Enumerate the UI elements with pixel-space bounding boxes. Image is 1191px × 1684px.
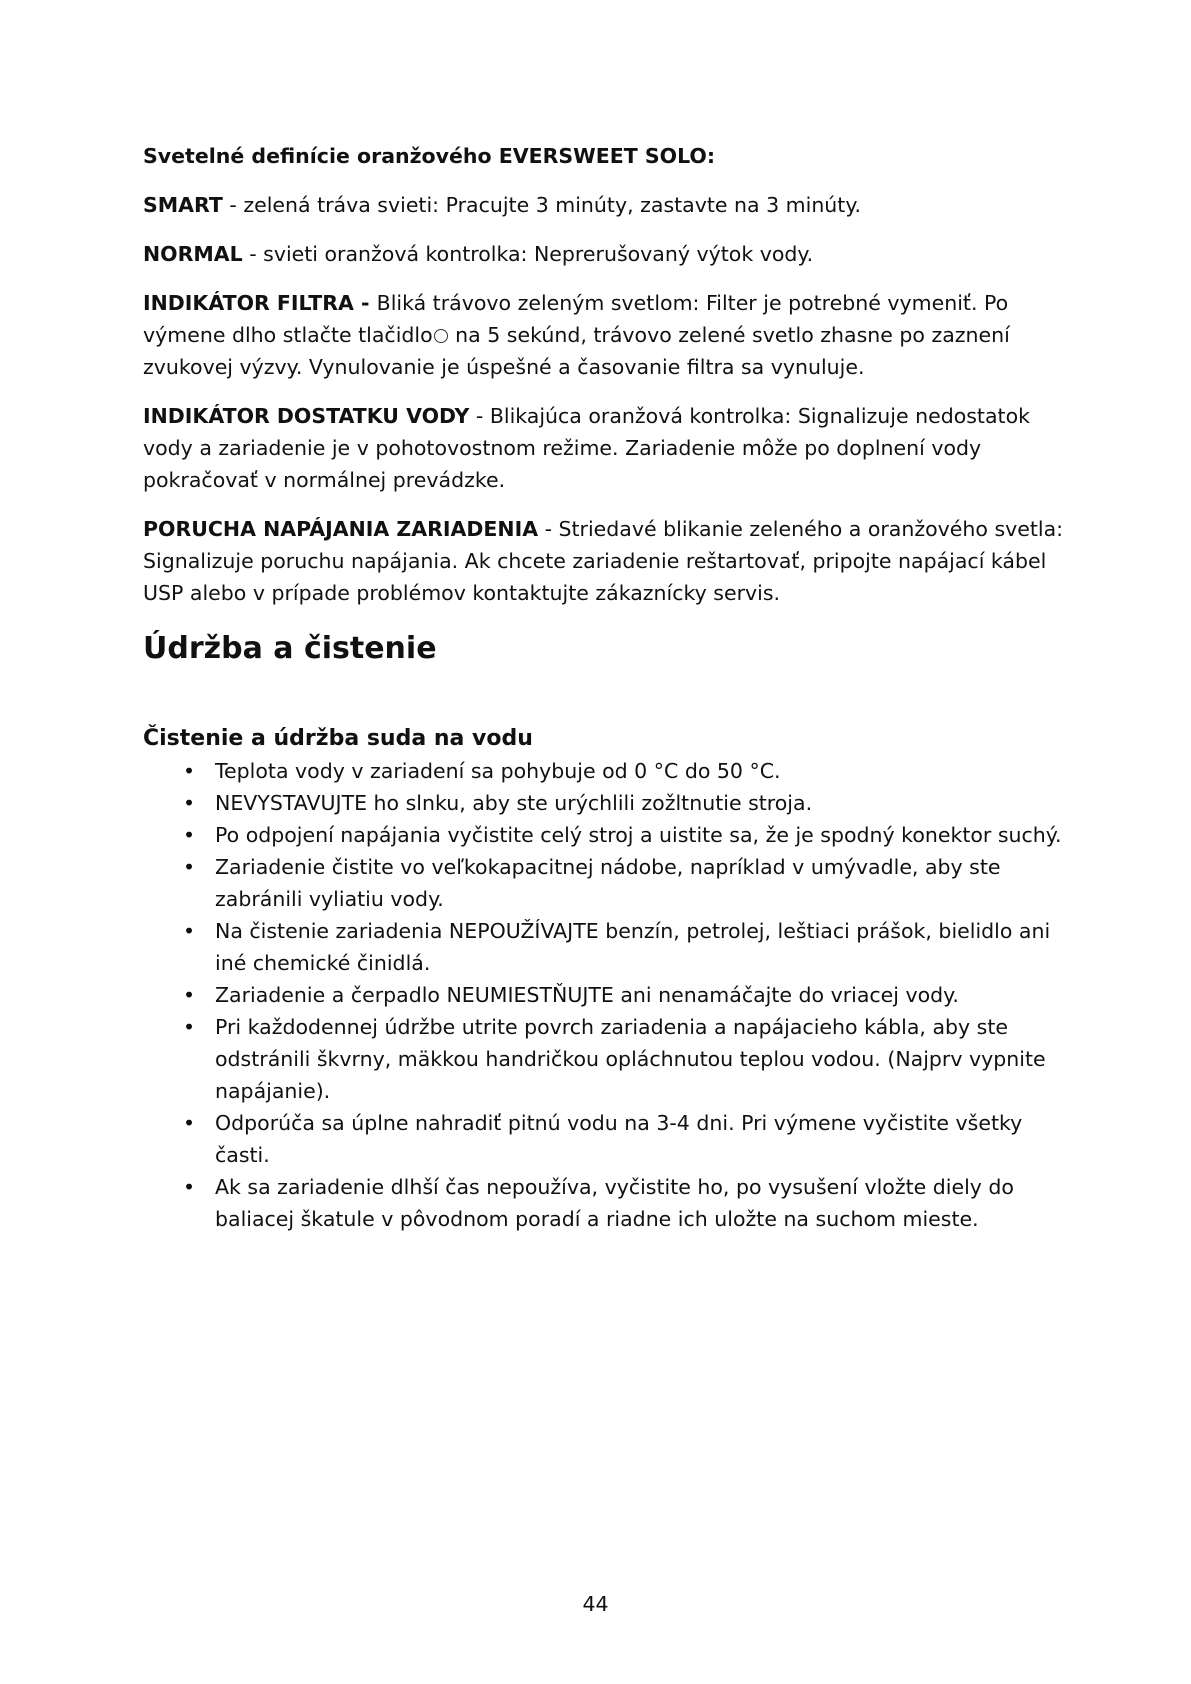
list-item xyxy=(143,1011,1073,1107)
normal-text: - svieti oranžová kontrolka: Neprerušovaný výtok vody. xyxy=(242,242,814,266)
bullet-icon: • xyxy=(183,823,196,847)
bullet-icon: • xyxy=(183,1015,196,1039)
bullet-icon: • xyxy=(183,855,196,879)
bullet-icon: • xyxy=(183,1111,196,1135)
list-item-text: Odporúča sa úplne nahradiť pitnú vodu na 3-4 dni. Pri výmene vyčistite všetky časti. xyxy=(215,1111,1023,1167)
cleaning-subheading: Čistenie a údržba suda na vodu xyxy=(143,726,533,751)
list-item-text: Na čistenie zariadenia NEPOUŽÍVAJTE benzín, petrolej, leštiaci prášok, bielidlo ani iné chemické činidlá. xyxy=(215,919,1051,975)
power-text: - Striedavé blikanie zeleného a oranžového svetla: Signalizuje poruchu napájania. Ak chcete zariadenie reštartovať, pripojte napájací kábel USP alebo v prípade problémov kontaktujte zákaznícky servis. xyxy=(143,517,1064,605)
water-label: INDIKÁTOR DOSTATKU VODY xyxy=(143,404,470,428)
list-item-text: Pri každodennej údržbe utrite povrch zariadenia a napájacieho kábla, aby ste odstránili škvrny, mäkkou handričkou opláchnutou teplou vodou. (Najprv vypnite napájanie). xyxy=(215,1015,1046,1103)
normal-label: NORMAL xyxy=(143,242,243,266)
list-item xyxy=(143,755,1073,787)
list-item-text: Zariadenie čistite vo veľkokapacitnej nádobe, napríklad v umývadle, aby ste zabránili vyliatiu vody. xyxy=(215,855,1001,911)
maintenance-heading: Údržba a čistenie xyxy=(143,631,437,666)
filter-text-before: Bliká trávovo zeleným svetlom: Filter je potrebné vymeniť. Po výmene dlho stlačte tlačidlo xyxy=(143,291,1009,347)
power-failure-definition xyxy=(143,513,1073,609)
document-page xyxy=(143,140,1073,1235)
list-item xyxy=(143,851,1073,915)
water-indicator-definition xyxy=(143,400,1073,496)
power-button-icon xyxy=(434,329,448,343)
water-text: - Blikajúca oranžová kontrolka: Signalizuje nedostatok vody a zariadenie je v pohotovostnom režime. Zariadenie môže po doplnení vody pokračovať v normálnej prevádzke. xyxy=(143,404,1030,492)
list-item xyxy=(143,979,1073,1011)
filter-label: INDIKÁTOR FILTRA - xyxy=(143,291,377,315)
list-item xyxy=(143,819,1073,851)
bullet-icon: • xyxy=(183,919,196,943)
list-item xyxy=(143,1107,1073,1171)
maintenance-list xyxy=(143,755,1073,1235)
list-item-text: Teplota vody v zariadení sa pohybuje od 0 °C do 50 °C. xyxy=(215,759,781,783)
list-item xyxy=(143,915,1073,979)
page-number: 44 xyxy=(582,1592,609,1616)
list-item-text: Zariadenie a čerpadlo NEUMIESTŇUJTE ani nenamáčajte do vriacej vody. xyxy=(215,983,959,1007)
bullet-icon: • xyxy=(183,791,196,815)
filter-text-after: na 5 sekúnd, trávovo zelené svetlo zhasne po zaznení zvukovej výzvy. Vynulovanie je úspešné a časovanie filtra sa vynuluje. xyxy=(143,323,1010,379)
light-definitions-title: Svetelné definície oranžového EVERSWEET SOLO: xyxy=(143,144,716,168)
smart-label: SMART xyxy=(143,193,223,217)
bullet-icon: • xyxy=(183,1175,196,1199)
smart-definition xyxy=(143,189,1073,221)
bullet-icon: • xyxy=(183,759,196,783)
list-item-text: Ak sa zariadenie dlhší čas nepoužíva, vyčistite ho, po vysušení vložte diely do baliacej škatule v pôvodnom poradí a riadne ich uložte na suchom mieste. xyxy=(215,1175,1014,1231)
list-item xyxy=(143,1171,1073,1235)
smart-text: - zelená tráva svieti: Pracujte 3 minúty, zastavte na 3 minúty. xyxy=(222,193,862,217)
bullet-icon: • xyxy=(183,983,196,1007)
filter-indicator-definition xyxy=(143,287,1073,383)
power-label: PORUCHA NAPÁJANIA ZARIADENIA xyxy=(143,517,539,541)
list-item-text: Po odpojení napájania vyčistite celý stroj a uistite sa, že je spodný konektor suchý. xyxy=(215,823,1062,847)
normal-definition xyxy=(143,238,1073,270)
list-item-text: NEVYSTAVUJTE ho slnku, aby ste urýchlili zožltnutie stroja. xyxy=(215,791,813,815)
list-item xyxy=(143,787,1073,819)
